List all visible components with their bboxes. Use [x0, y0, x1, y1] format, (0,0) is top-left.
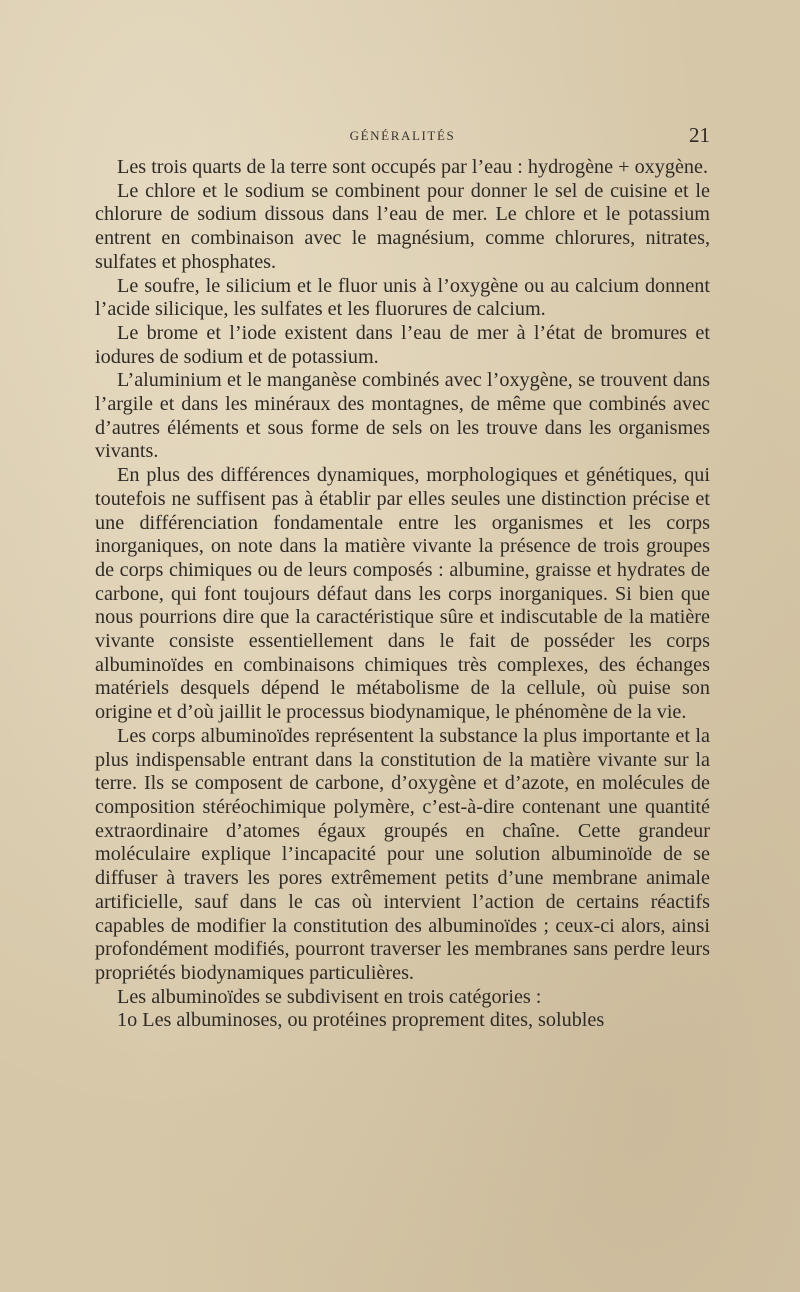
- paragraph-3: Le soufre, le silicium et le fluor unis à l’oxygène ou au calcium donnent l’acide silicique, les sulfates et les fluorures de calcium.: [95, 274, 710, 321]
- page-header: [95, 123, 710, 149]
- paragraph-1: Les trois quarts de la terre sont occupés par l’eau : hydrogène + oxygène.: [117, 156, 709, 178]
- paragraph-6: En plus des différences dynamiques, morphologiques et génétiques, qui toutefois ne suffisent pas à établir par elles seules une distinction précise et une différenciation fondamentale entre les organismes et les corps inorganiques, on note dans la matière vivante la présence de trois groupes de corps chimiques ou de leurs composés : albumine, graisse et hydrates de carbone, qui font toujours défaut dans les corps inorganiques. Si bien que nous pourrions dire que la caractéristique sûre et indiscutable de la matière vivante consiste essentiellement dans le fait de posséder les corps albuminoïdes en combinaisons chimiques très complexes, des échanges matériels desquels dépend le métabolisme de la cellule, où puise son origine et d’où jaillit le processus biodynamique, le phénomène de la vie.: [95, 464, 710, 724]
- paragraph-2: Le chlore et le sodium se combinent pour donner le sel de cuisine et le chlorure de sodium dissous dans l’eau de mer. Le chlore et le potassium entrent en combinaison avec le magnésium, comme chlorures, nitrates, sulfates et phosphates.: [95, 179, 710, 273]
- running-title: GÉNÉRALITÉS: [349, 128, 456, 143]
- paragraph-8: Les albuminoïdes se subdivisent en trois catégories :: [117, 985, 542, 1008]
- paragraph-5: L’aluminium et le manganèse combinés avec l’oxygène, se trouvent dans l’argile et dans les minéraux des montagnes, de même que combinés avec d’autres éléments et sous forme de sels on les trouve dans les organismes vivants.: [95, 369, 710, 463]
- body-text: [95, 156, 710, 1033]
- paragraph-7: Les corps albuminoïdes représentent la substance la plus importante et la plus indispensable entrant dans la constitution de la matière vivante sur la terre. Ils se composent de carbone, d’oxygène et d’azote, en molécules de composition stéréochimique polymère, c’est-à-dire contenant une quantité extraordinaire d’atomes égaux groupés en chaîne. Cette grandeur moléculaire explique l’incapacité pour une solution albuminoïde de se diffuser à travers les pores extrêmement petits d’une membrane animale artificielle, sauf dans le cas où intervient l’action de certains réactifs capables de modifier la constitution des albuminoïdes ; ceux-ci alors, ainsi profondément modifiés, pourront traverser les membranes sans perdre leurs propriétés biodynamiques particulières.: [95, 724, 710, 984]
- paragraph-9: 1o Les albuminoses, ou protéines proprement dites, solubles: [117, 1009, 605, 1032]
- page-number: 21: [689, 123, 710, 147]
- paragraph-4: Le brome et l’iode existent dans l’eau de mer à l’état de bromures et iodures de sodium et de potassium.: [95, 321, 710, 368]
